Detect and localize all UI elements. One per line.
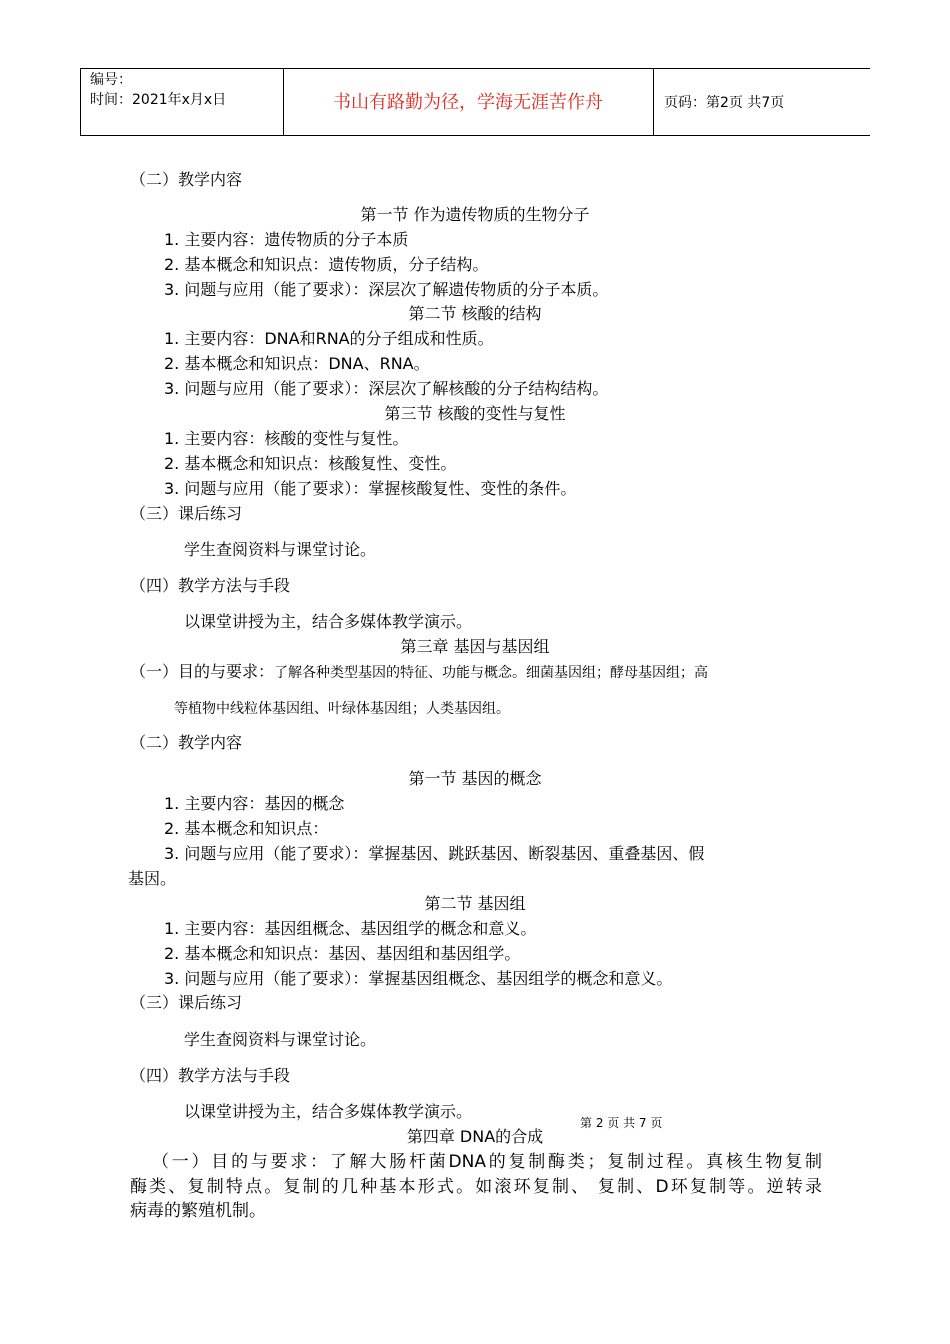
header-center-cell [283,69,654,135]
ch3-goal-line1 [130,661,708,684]
ch3-goal-text: 了解各种类型基因的特征、功能与概念。细菌基因组；酵母基因组；高 [274,665,709,681]
header-motto: 书山有路勤为径，学海无涯苦作舟 [333,92,603,113]
chapter4-title: 第四章 DNA的合成 [406,1127,544,1146]
ch4-goal-line1: （一）目的与要求：了解大肠杆菌DNA的复制酶类；复制过程。真核生物复制 [152,1152,822,1172]
chapter3-title: 第三章 基因与基因组 [400,637,550,656]
ch2-sec1-item1: 1. 主要内容：遗传物质的分子本质 [164,230,409,249]
ch3-sec1-item3-line1: 3. 问题与应用（能了要求）：掌握基因、跳跃基因、断裂基因、重叠基因、假 [164,844,705,863]
ch2-sec1-title: 第一节 作为遗传物质的生物分子 [360,205,590,224]
ch2-sec2-title: 第二节 核酸的结构 [408,304,542,323]
page-footer-number: 第 2 页 共 7 页 [580,1116,663,1130]
ch3-sec2-title: 第二节 基因组 [424,894,526,913]
ch3-sec1-item2: 2. 基本概念和知识点： [164,819,329,838]
header-left-cell [80,69,284,135]
page-header-table [80,68,870,136]
ch3-goal-line2: 等植物中线粒体基因组、叶绿体基因组；人类基因组。 [174,701,510,717]
ch3-sec2-item2: 2. 基本概念和知识点：基因、基因组和基因组学。 [164,944,521,963]
ch3-sec2-item3: 3. 问题与应用（能了要求）：掌握基因组概念、基因组学的概念和意义。 [164,969,673,988]
ch2-sec3-item1: 1. 主要内容：核酸的变性与复性。 [164,429,409,448]
ch3-exercises-text: 学生查阅资料与课堂讨论。 [184,1030,377,1049]
ch2-sec3-item2: 2. 基本概念和知识点：核酸复性、变性。 [164,454,457,473]
ch3-sec1-title: 第一节 基因的概念 [408,769,542,788]
ch4-goal-line2: 酶类、复制特点。复制的几种基本形式。如滚环复制、 复制、D环复制等。逆转录 [130,1177,822,1197]
header-page-code: 页码：第2页 共7页 [664,95,785,111]
ch2-sec2-item3: 3. 问题与应用（能了要求）：深层次了解核酸的分子结构结构。 [164,379,609,398]
header-right-cell [654,69,870,135]
doc-number: 编号： [90,72,132,88]
ch3-section-heading-teaching-content: （二）教学内容 [130,733,243,752]
ch2-sec2-item2: 2. 基本概念和知识点：DNA、RNA。 [164,354,430,373]
ch2-sec2-item1: 1. 主要内容：DNA和RNA的分子组成和性质。 [164,329,494,348]
ch2-sec3-item3: 3. 问题与应用（能了要求）：掌握核酸复性、变性的条件。 [164,479,577,498]
ch3-section-heading-exercises: （三）课后练习 [130,993,243,1012]
ch3-sec1-item3-line2: 基因。 [128,869,177,888]
section-heading-teaching-content: （二）教学内容 [130,170,243,189]
exercises-text: 学生查阅资料与课堂讨论。 [184,540,377,559]
ch4-goal-line3: 病毒的繁殖机制。 [130,1201,266,1221]
section-heading-methods: （四）教学方法与手段 [130,576,291,595]
ch3-sec1-item1: 1. 主要内容：基因的概念 [164,794,345,813]
ch3-section-heading-methods: （四）教学方法与手段 [130,1066,291,1085]
ch2-sec1-item3: 3. 问题与应用（能了要求）：深层次了解遗传物质的分子本质。 [164,280,609,299]
ch3-goal-prefix: （一）目的与要求： [130,662,275,681]
section-heading-exercises: （三）课后练习 [130,504,243,523]
ch3-methods-text: 以课堂讲授为主，结合多媒体教学演示。 [184,1102,473,1121]
ch2-sec1-item2: 2. 基本概念和知识点：遗传物质，分子结构。 [164,255,489,274]
doc-date: 时间：2021年x月x日 [90,92,227,108]
methods-text: 以课堂讲授为主，结合多媒体教学演示。 [184,612,473,631]
ch3-sec2-item1: 1. 主要内容：基因组概念、基因组学的概念和意义。 [164,919,537,938]
ch2-sec3-title: 第三节 核酸的变性与复性 [384,404,566,423]
